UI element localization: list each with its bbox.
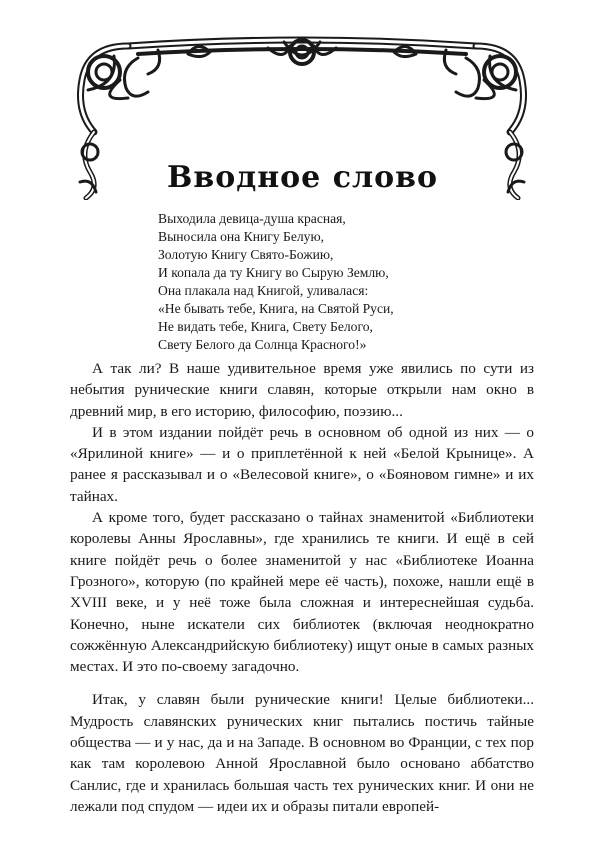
paragraph: А кроме того, будет рассказано о тайнах знаменитой «Библиотеки королевы Анны Ярославны», где хранились те книги. И ещё в сей книге пойдёт речь о более знаменитой у нас «Библиотеке Иоанна Грозного», которую (по крайней мере её часть), похоже, нашли ещё в XVIII веке, и у неё тоже была сложная и интереснейшая судьба. Конечно, ныне искатели сих библиотек (включая неоднократно сожжённую Александрийскую библиотеку) ищут оные в самых разных местах. И это по-своему загадочно.: [70, 509, 534, 676]
poem-line: Выходила девица-душа красная,: [158, 211, 346, 226]
epigraph-poem: [158, 210, 488, 354]
poem-line: «Не бывать тебе, Книга, на Святой Руси,: [158, 301, 394, 316]
paragraph: Итак, у славян были рунические книги! Целые библиотеки... Мудрость славянских рунических книг пытались постичь тайные общества — и у нас, да и на Западе. В основном во Франции, с тех пор как там королевою Анной Ярославной было основано аббатство Санлис, где и хранилась большая часть тех рунических книг. И они не лежали под спудом — идеи их и образы питали европей-: [70, 691, 534, 815]
poem-line: Она плакала над Книгой, уливалася:: [158, 283, 369, 298]
paragraph: И в этом издании пойдёт речь в основном об одной из них — о «Ярилиной книге» — и о приплетённой к ней «Белой Крынице». А ранее я рассказывал и о «Велесовой книге», о «Бояновом гимне» и их тайнах.: [70, 423, 534, 505]
poem-line: Не видать тебе, Книга, Свету Белого,: [158, 319, 373, 334]
poem-line: Свету Белого да Солнца Красного!»: [158, 337, 367, 352]
poem-line: Золотую Книгу Свято-Божию,: [158, 247, 334, 262]
paragraph: А так ли? В наше удивительное время уже явились по сути из небытия рунические книги славян, которые открыли нам окно в древний мир, в его историю, философию, поэзию...: [70, 360, 534, 420]
body-text: [70, 358, 534, 817]
poem-line: Выносила она Книгу Белую,: [158, 229, 324, 244]
page-title: Вводное слово: [167, 160, 438, 195]
poem-line: И копала да ту Книгу во Сырую Землю,: [158, 265, 389, 280]
